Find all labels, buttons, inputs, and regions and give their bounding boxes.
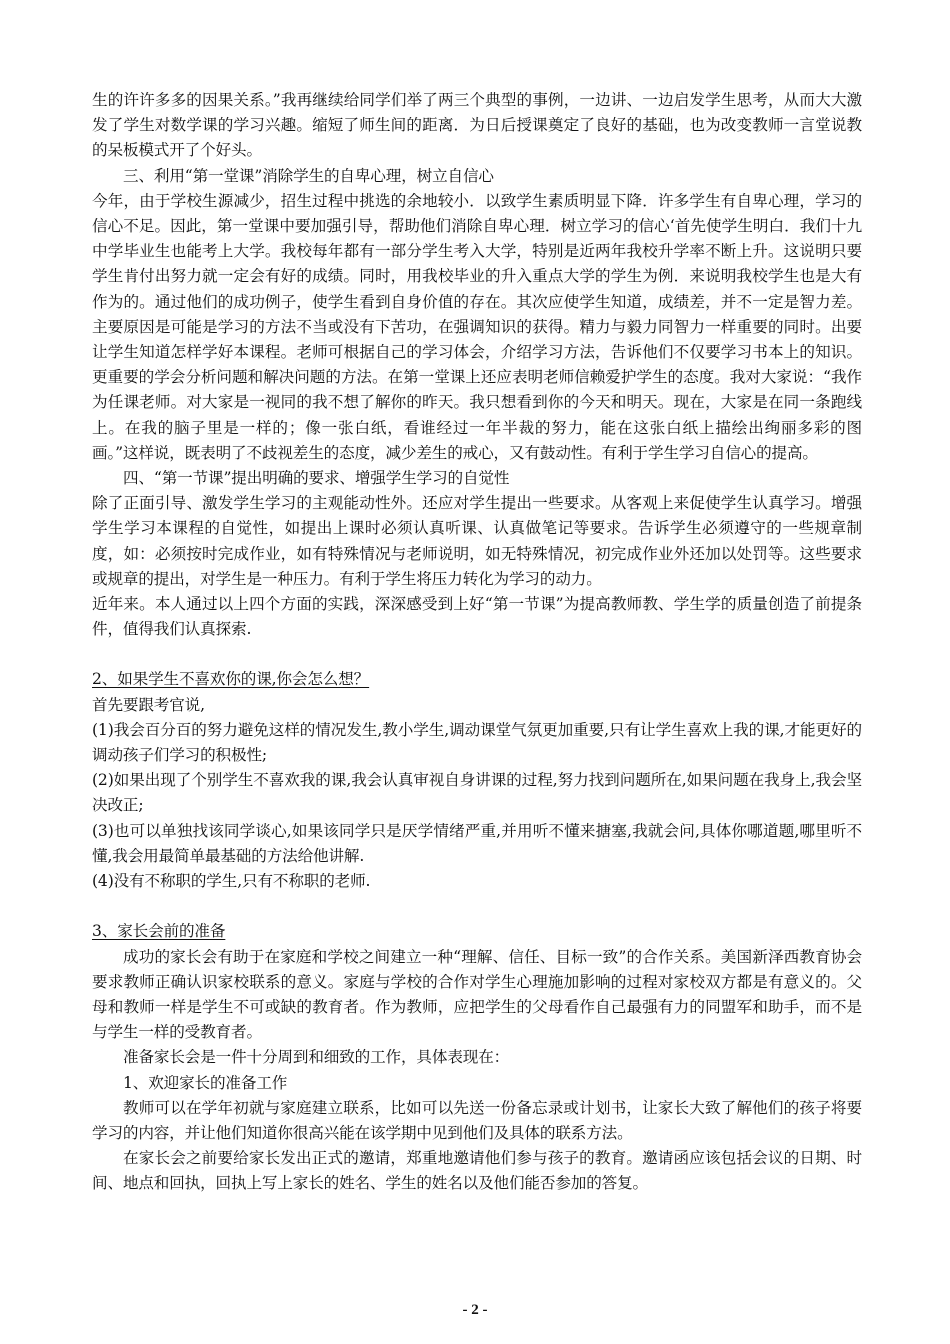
section-2-title: 2、如果学生不喜欢你的课,你会怎么想？ [92,670,370,689]
section-2-heading [92,667,862,692]
section-3-paragraph-2: 准备家长会是一件十分周到和细致的工作，具体表现在： [123,1048,510,1067]
paragraph-requirements: 除了正面引导、激发学生学习的主观能动性外。还应对学生提出一些要求。从客观上来促使学生认真学习。增强学生学习本课程的自觉性，如提出上课时必须认真听课、认真做笔记等要求。告诉学生必须遵守的一些规章制度，如：必须按时完成作业，如有特殊情况与老师说明，如无特殊情况，初完成作业外还加以处罚等。这些要求或规章的提出，对学生是一种压力。有利于学生将压力转化为学习的动力。 [92,494,862,588]
section-3-paragraph-4: 在家长会之前要给家长发出正式的邀请，郑重地邀请他们参与孩子的教育。邀请函应该包括会议的日期、时间、地点和回执，回执上写上家长的姓名、学生的姓名以及他们能否参加的答复。 [92,1149,862,1193]
paragraph-causal-relations: 生的许许多多的因果关系。”我再继续给同学们举了两三个典型的事例，一边讲、一边启发学生思考，从而大大激发了学生对数学课的学习兴趣。缩短了师生间的距离．为日后授课奠定了良好的基础，也为改变教师一言堂说教的呆板模式开了个好头。 [92,91,862,160]
heading-third-point: 三、利用“第一堂课”消除学生的自卑心理，树立自信心 [123,166,494,185]
section-2-item-3: (3)也可以单独找该同学谈心,如果该同学只是厌学情绪严重,并用听不懂来搪塞,我就会问,具体你哪道题,哪里听不懂,我会用最简单最基础的方法给他讲解. [92,821,862,865]
section-3-subheading-1: 1、欢迎家长的准备工作 [123,1073,288,1092]
section-3-paragraph-1: 成功的家长会有助于在家庭和学校之间建立一种“理解、信任、目标一致”的合作关系。美国新泽西教育协会要求教师正确认识家校联系的意义。家庭与学校的合作对学生心理施加影响的过程对家校双方都是有意义的。父母和教师一样是学生不可或缺的教育者。作为教师，应把学生的父母看作自己最强有力的同盟军和助手，而不是与学生一样的受教育者。 [92,947,862,1042]
section-spacer [92,894,862,919]
paragraph-confidence: 今年，由于学校生源减少，招生过程中挑选的余地较小．以致学生素质明显下降．许多学生有自卑心理，学习的信心不足。因此，第一堂课中要加强引导，帮助他们消除自卑心理．树立学习的信心‘首先使学生明白．我们十九中学毕业生也能考上大学。我校每年都有一部分学生考入大学，特别是近两年我校升学率不断上升。这说明只要学生肯付出努力就一定会有好的成绩。同时，用我校毕业的升入重点大学的学生为例．来说明我校学生也是大有作为的。通过他们的成功例子，使学生看到自身价值的存在。其次应使学生知道，成绩差，并不一定是智力差。主要原因是可能是学习的方法不当或没有下苦功，在强调知识的获得。精力与毅力同智力一样重要的同时。出要让学生知道怎样学好本课程。老师可根据自己的学习体会，介绍学习方法，告诉他们不仅要学习书本上的知识。更重要的学会分析问题和解决问题的方法。在第一堂课上还应表明老师信赖爱护学生的态度。我对大家说：“我作为任课老师。对大家是一视同的我不想了解你的昨天。我只想看到你的今天和明天。现在，大家是在同一条跑线上。在我的脑子里是一样的；像一张白纸，看谁经过一年半裁的努力，能在这张白纸上描绘出绚丽多彩的图画。”这样说，既表明了不歧视差生的态度，减少差生的戒心，又有鼓动性。有利于学生学习自信心的提高。 [92,191,862,462]
section-spacer [92,642,862,667]
section-2-item-1: (1)我会百分百的努力避免这样的情况发生,教小学生,调动课堂气氛更加重要,只有让学生喜欢上我的课,才能更好的调动孩子们学习的积极性; [92,720,862,765]
section-2-item-2: (2)如果出现了个别学生不喜欢我的课,我会认真审视自身讲课的过程,努力找到问题所在,如果问题在我身上,我会坚决改正; [92,771,862,815]
section-2-lead: 首先要跟考官说, [92,695,205,714]
section-2-item-4: (4)没有不称职的学生,只有不称职的老师. [92,872,371,891]
section-3-heading [92,919,862,944]
heading-fourth-point: 四、“第一节课”提出明确的要求、增强学生学习的自觉性 [123,469,510,488]
section-3-title: 3、家长会前的准备 [92,922,226,941]
page-number: - 2 - [462,1302,488,1318]
section-3-paragraph-3: 教师可以在学年初就与家庭建立联系，比如可以先送一份备忘录或计划书，让家长大致了解他们的孩子将要学习的内容，并让他们知道你很高兴能在该学期中见到他们及具体的联系方法。 [92,1098,862,1142]
paragraph-conclusion: 近年来。本人通过以上四个方面的实践，深深感受到上好“第一节课”为提高教师教、学生学的质量创造了前提条件，值得我们认真探索. [92,595,862,639]
document-page [92,88,862,1197]
